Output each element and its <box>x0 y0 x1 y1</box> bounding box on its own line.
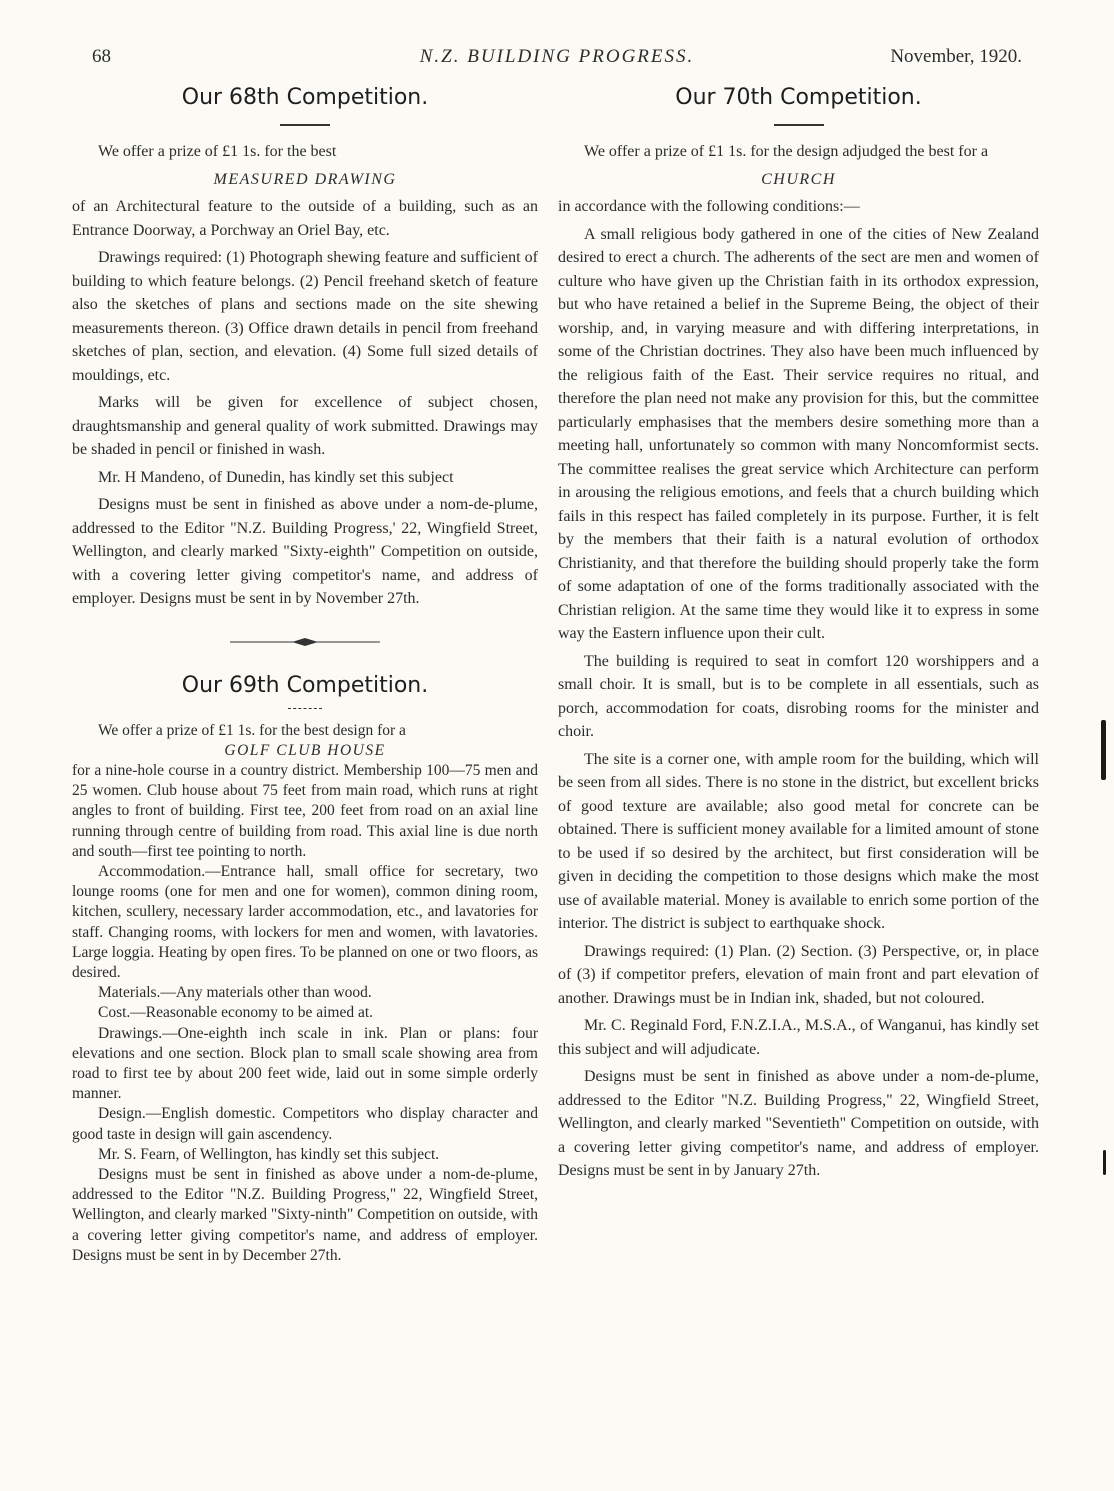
paragraph: Designs must be sent in finished as above under a nom-de-plume, addressed to the Editor "N.Z. Building Progress," 22, Wingfield Street, Wellington, and clearly marked "Seventieth" Competition on outside, with a covering letter giving competitor's name, and address of employer. Designs must be sent in by January 27th. <box>558 1068 1039 1179</box>
competition-70 <box>558 82 1039 1183</box>
paragraph: Designs must be sent in finished as above under a nom-de-plume, addressed to the Editor "N.Z. Building Progress," 22, Wingfield Street, Wellington, and clearly marked "Sixty-ninth" Competition on outside, with a covering letter giving competitor's name, and address of employer. Designs must be sent in by December 27th. <box>72 1165 539 1264</box>
title-rule <box>288 708 322 709</box>
competition-69 <box>72 670 538 1266</box>
paragraph: Marks will be given for excellence of subject chosen, draughtsmanship and general quality of work submitted. Drawings may be shaded in pencil or finished in wash. <box>72 394 538 458</box>
competition-69-title: Our 69th Competition. <box>181 672 429 698</box>
right-column <box>558 82 1039 1187</box>
competition-69-subject: GOLF CLUB HOUSE <box>224 741 386 759</box>
running-title: N.Z. BUILDING PROGRESS. <box>419 46 695 67</box>
paragraph: Materials.—Any materials other than wood. <box>98 984 372 1002</box>
section-divider <box>72 637 538 648</box>
competition-70-title: Our 70th Competition. <box>675 85 922 110</box>
paragraph: The site is a corner one, with ample room for the building, which will be seen from all sides. There is no stone in the district, but excellent bricks of good texture are available; also good metal for concrete can be obtained. There is sufficient money available for a limited amount of stone to be used if so desired by the architect, but first consideration will be given in deciding the competition to those designs which make the most use of available material. Money is available to enrich some portion of the interior. The district is subject to earthquake shock. <box>558 750 1039 932</box>
page-number: 68 <box>92 46 111 67</box>
paragraph: A small religious body gathered in one of the cities of New Zealand desired to erect a church. The adherents of the sect are men and women of culture who have given up the Christian faith in its orthodox expression, but who have retained a belief in the Supreme Being, the object of their worship, and, in varying measure and with differing interpretations, in some of the Christian doctrines. They also have been much influenced by the religious faith of the East. Their service requires no ritual, and therefore the plan need not make any provision for this, but the committee particularly emphasises that the members desire something more than a meeting hall, unfortunately so common with many Noncomformist sects. The committee realises the great service which Architecture can perform in arousing the religious emotions, and feels that a church building which fails in this respect has failed completely in its purpose. Further, it is felt by the members that their faith is a natural evolution of orthodox Christianity, and that therefore the building should properly take the form of some adaptation of one of the forms traditionally associated with the Christian religion. At the same time they would like it to express in some way the Eastern influence upon their cult. <box>558 225 1039 642</box>
competition-68-title: Our 68th Competition. <box>181 85 429 110</box>
scan-edge-mark <box>1103 1150 1106 1175</box>
scan-edge-mark <box>1101 720 1106 780</box>
left-column <box>72 82 538 1266</box>
paragraph: Drawings required: (1) Photograph shewing feature and sufficient of building to which feature belongs. (2) Pencil freehand sketch of feature also the sketches of plans and sections made on the site shewing measurements thereon. (3) Office drawn details in pencil from freehand sketches of plan, section, and elevation. (4) Some full sized details of mouldings, etc. <box>72 249 538 384</box>
paragraph: Cost.—Reasonable economy to be aimed at. <box>98 1004 374 1022</box>
competition-70-intro: We offer a prize of £1 1s. for the design adjudged the best for a <box>584 143 989 160</box>
paragraph: Mr. S. Fearn, of Wellington, has kindly set this subject. <box>98 1145 440 1163</box>
paragraph: Mr. C. Reginald Ford, F.N.Z.I.A., M.S.A., of Wanganui, has kindly set this subject and will adjudicate. <box>558 1017 1039 1058</box>
paragraph: Drawings required: (1) Plan. (2) Section. (3) Perspective, or, in place of (3) if competitor prefers, elevation of main front and part elevation of another. Drawings must be in Indian ink, shaded, but not coloured. <box>558 942 1039 1007</box>
paragraph: The building is required to seat in comfort 120 worshippers and a small choir. It is small, but is to be complete in all essentials, such as porch, accommodation for coats, disrobing rooms for the minister and choir. <box>558 652 1039 740</box>
paragraph: in accordance with the following conditions:— <box>558 198 860 215</box>
paragraph: Mr. H Mandeno, of Dunedin, has kindly set this subject <box>98 468 454 486</box>
paragraph: Drawings.—One-eighth inch scale in ink. Plan or plans: four elevations and one section. Block plan to small scale showing area from road to first tee by about 200 feet wide, laid out in some simple orderly manner. <box>72 1024 538 1103</box>
ornament-divider-icon <box>230 637 380 647</box>
paragraph: Designs must be sent in finished as above under a nom-de-plume, addressed to the Editor "N.Z. Building Progress,' 22, Wingfield Street, Wellington, and clearly marked "Sixty-eighth" Competition on outside, with a covering letter giving competitor's name, and address of employer. Designs must be sent in by November 27th. <box>72 496 538 607</box>
issue-date: November, 1920. <box>890 46 1022 67</box>
competition-70-subject: CHURCH <box>761 170 836 188</box>
paragraph: Design.—English domestic. Competitors who display character and good taste in design will gain ascendency. <box>72 1105 538 1143</box>
competition-68-intro: We offer a prize of £1 1s. for the best <box>98 143 337 160</box>
paragraph: Accommodation.—Entrance hall, small office for secretary, two lounge rooms (one for men and one for women), common dining room, kitchen, scullery, necessary larder accommodation, etc., and lavatories for staff. Changing rooms, with lockers for men and women, with lavatories. Large loggia. Heating by open fires. To be planned on one or two floors, as desired. <box>72 862 538 981</box>
title-rule <box>774 124 824 126</box>
paragraph: for a nine-hole course in a country district. Membership 100—75 men and 25 women. Club house about 75 feet from main road, which runs at right angles to front of building. First tee, 200 feet from road on an axial line running through centre of building from road. This axial line is due north and south—first tee pointing to north. <box>72 761 538 860</box>
competition-68-subject: MEASURED DRAWING <box>213 170 397 188</box>
paragraph: of an Architectural feature to the outside of a building, such as an Entrance Doorway, a Porchway an Oriel Bay, etc. <box>72 198 538 239</box>
page-header <box>0 46 1114 76</box>
title-rule <box>280 124 330 126</box>
competition-69-intro: We offer a prize of £1 1s. for the best design for a <box>98 721 406 739</box>
competition-68 <box>72 82 538 611</box>
